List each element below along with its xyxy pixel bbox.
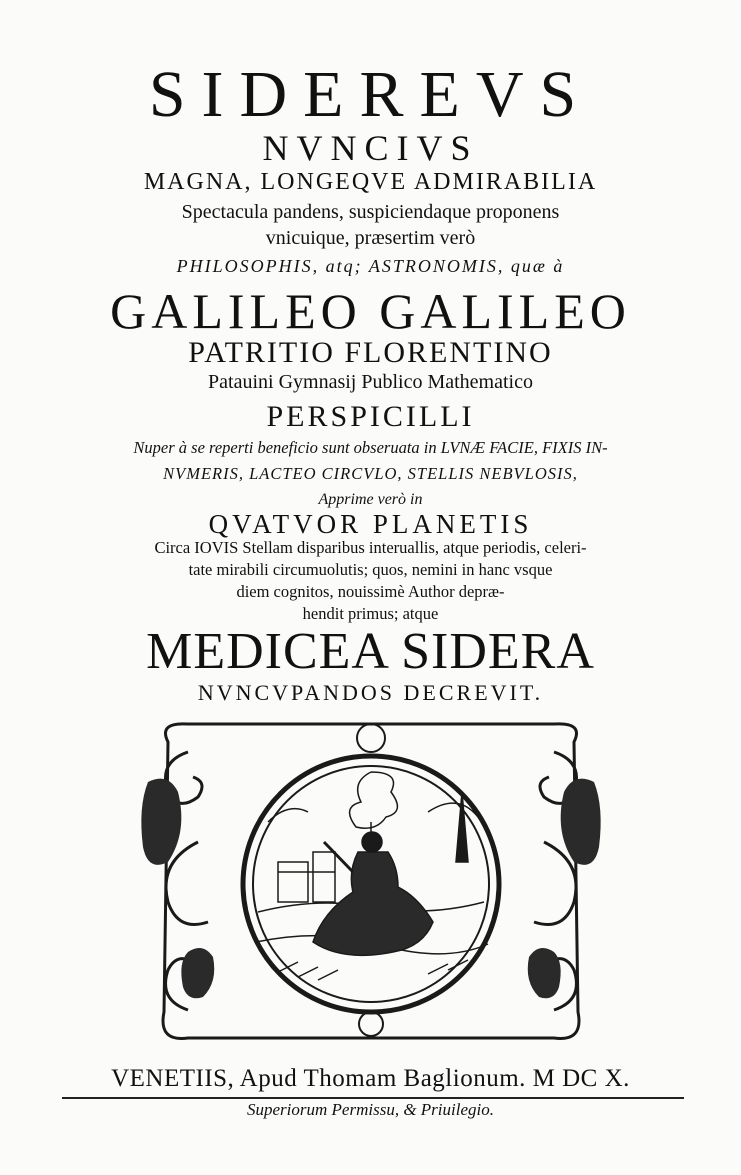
observed-line: NVMERIS, LACTEO CIRCVLO, STELLIS NEBVLOSIS, (163, 464, 578, 483)
medicea-heading: MEDICEA SIDERA (146, 623, 595, 680)
title-main: SIDEREVS (148, 58, 593, 131)
imprint-rule (62, 1097, 684, 1099)
body-line: tate mirabili circumuolutis; quos, nemini in hanc vsque (188, 560, 553, 579)
title-second: NVNCIVS (262, 128, 479, 168)
planets-heading: QVATVOR PLANETIS (208, 509, 533, 539)
printers-mark-woodcut (128, 712, 614, 1050)
author-position: Patauini Gymnasij Publico Mathematico (208, 371, 533, 393)
observed-line: Nuper à se reperti beneficio sunt obseruata in LVNÆ FACIE, FIXIS IN- (133, 438, 608, 457)
author-name: GALILEO GALILEO (110, 283, 631, 339)
body-line: hendit primus; atque (302, 604, 439, 623)
subtitle-line: Spectacula pandens, suspiciendaque proponens (181, 201, 560, 223)
apprime-line: Apprime verò in (318, 491, 423, 508)
instrument-heading: PERSPICILLI (266, 400, 475, 433)
nuncupandos-line: NVNCVPANDOS DECREVIT. (197, 680, 544, 705)
subtitle-caps: MAGNA, LONGEQVE ADMIRABILIA (143, 169, 598, 195)
subtitle-line: vnicuique, præsertim verò (265, 227, 476, 249)
body-line: Circa IOVIS Stellam disparibus interuallis, atque periodis, celeri- (154, 538, 587, 557)
author-title: PATRITIO FLORENTINO (188, 336, 553, 369)
dedication-line: PHILOSOPHIS, atq; ASTRONOMIS, quæ à (176, 256, 565, 276)
permission-line: Superiorum Permissu, & Priuilegio. (247, 1100, 494, 1119)
body-line: diem cognitos, nouissimè Author depræ- (236, 582, 505, 601)
imprint-line: VENETIIS, Apud Thomam Baglionum. M DC X. (111, 1065, 630, 1092)
